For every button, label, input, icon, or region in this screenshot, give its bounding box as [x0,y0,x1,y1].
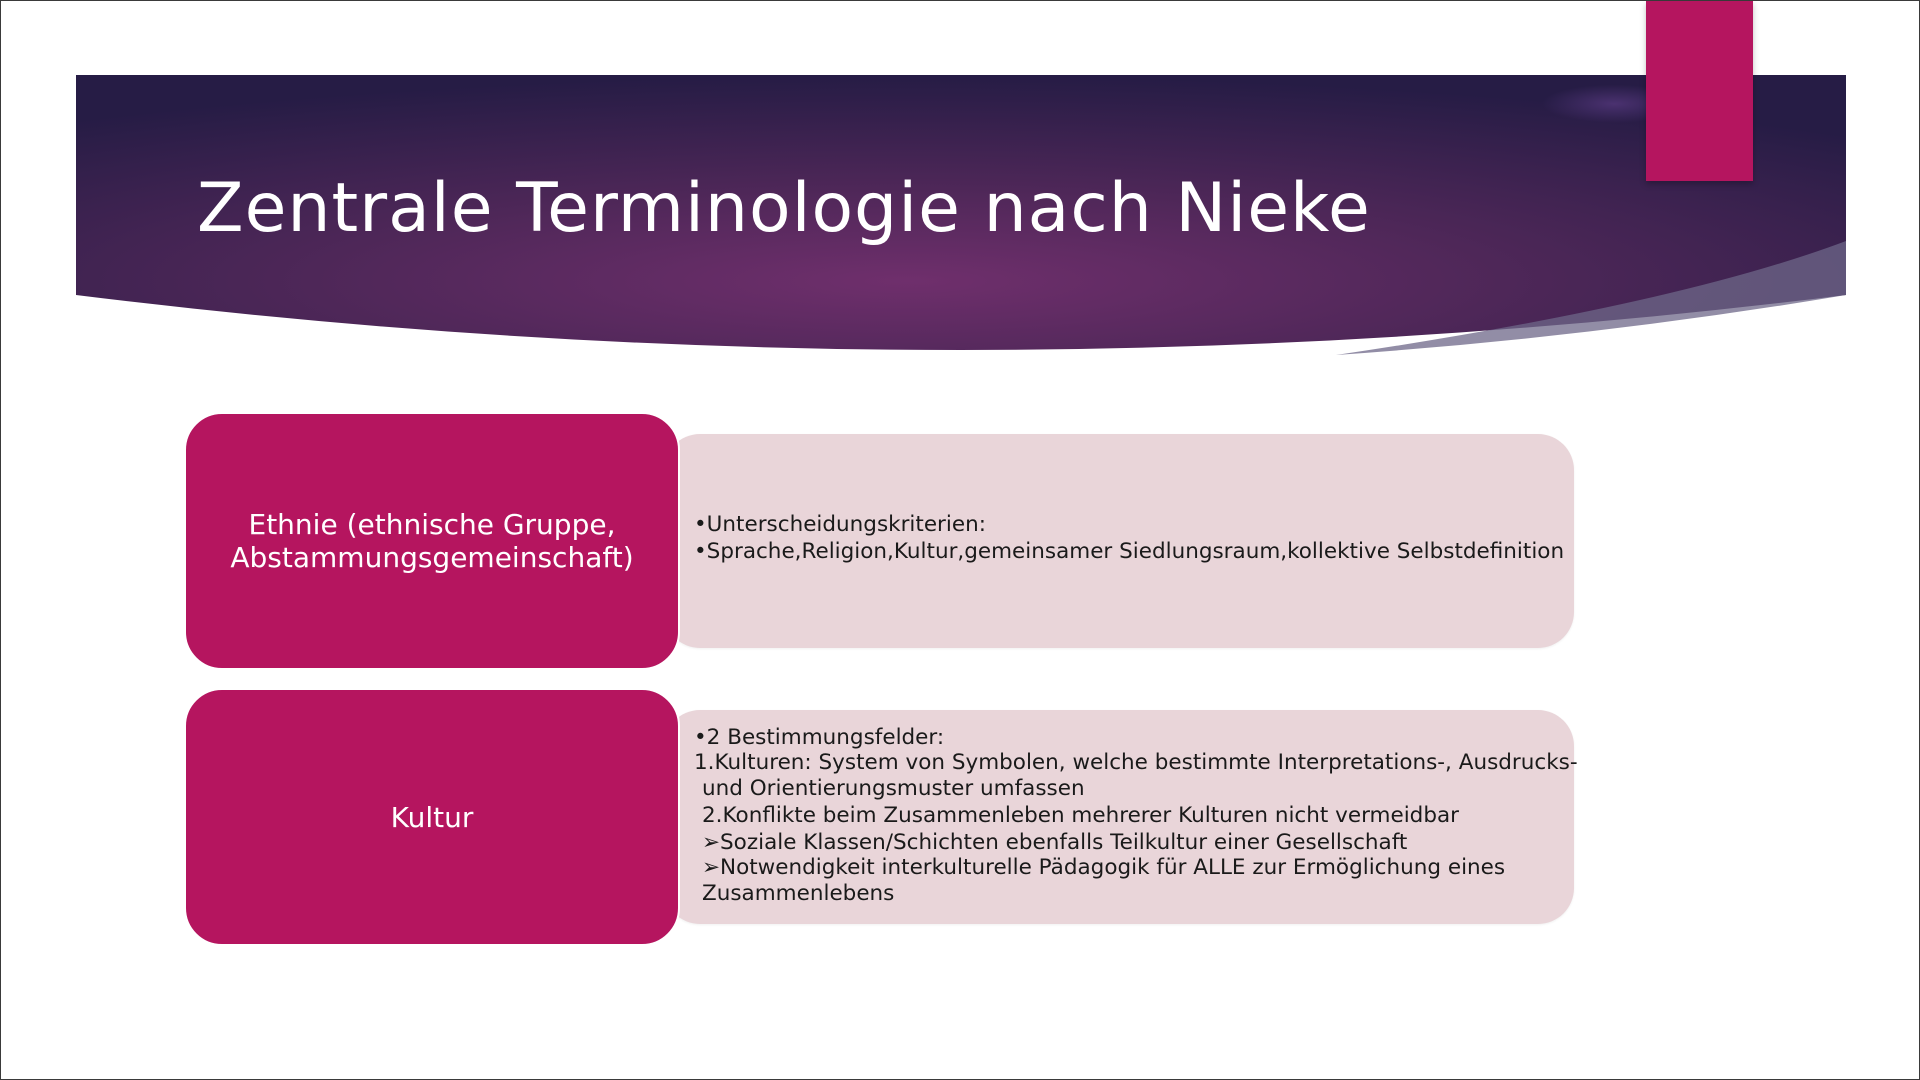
description-line: ➢Notwendigkeit interkulturelle Pädagogik für ALLE zur Ermöglichung eines [702,855,1506,880]
term-row-ethnie [184,412,1576,672]
description-line: ➢Soziale Klassen/Schichten ebenfalls Teilkultur einer Gesellschaft [702,830,1408,855]
term-label: Kultur [390,800,474,834]
term-box-kultur [184,688,680,946]
description-text-ethnie [694,511,1564,565]
description-line: •Unterscheidungskriterien: [694,512,986,537]
accent-tab [1646,1,1753,181]
term-label: Ethnie (ethnische Gruppe, Abstammungsgemeinschaft) [230,508,634,574]
description-line: •Sprache,Religion,Kultur,gemeinsamer Siedlungsraum,kollektive Selbstdefinition [694,539,1565,564]
description-line: •2 Bestimmungsfelder: [694,725,945,750]
term-box-ethnie [184,412,680,670]
description-line: und Orientierungsmuster umfassen [702,776,1085,801]
slide-title: Zentrale Terminologie nach Nieke [197,169,1371,248]
description-text-kultur [694,724,1578,907]
description-line: 2.Konflikte beim Zusammenleben mehrerer Kulturen nicht vermeidbar [702,803,1459,828]
description-line: Zusammenlebens [702,881,895,906]
description-line: 1.Kulturen: System von Symbolen, welche bestimmte Interpretations-, Ausdrucks- [694,750,1578,775]
term-row-kultur [184,688,1576,948]
